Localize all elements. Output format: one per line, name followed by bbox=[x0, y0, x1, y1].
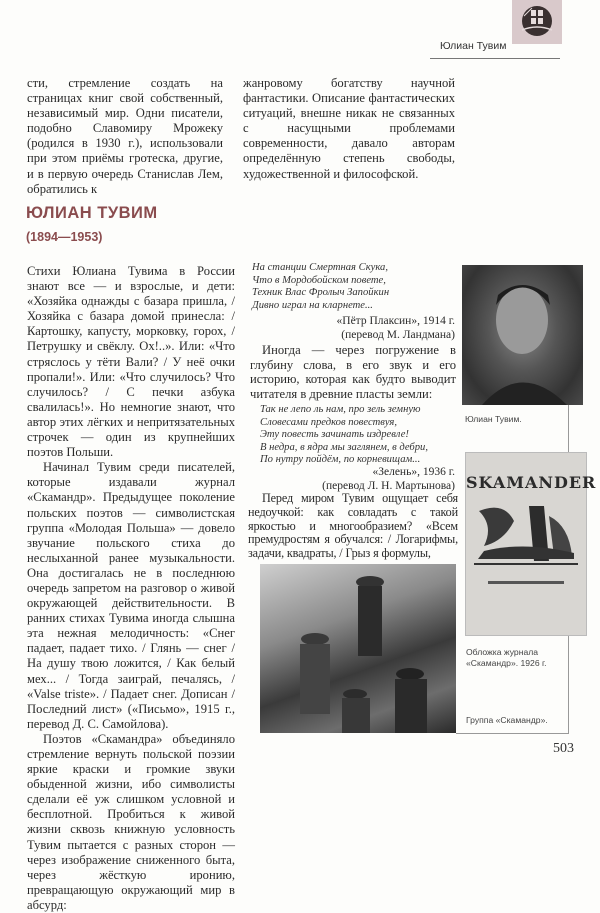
cover-caption: Обложка журнала «Скамандр». 1926 г. bbox=[466, 647, 547, 668]
continuation-right: жанровому богатству научной фантастики. Описание фантастических ситуаций, внешне никак не связанных с насущными проблемами современности, давало авторам определённую степень свободы, художественной и философской. bbox=[243, 76, 455, 181]
header-logo bbox=[512, 0, 562, 44]
attribution-line: «Пётр Плаксин», 1914 г. bbox=[336, 315, 455, 327]
attribution-line: (перевод Л. Н. Мартынова) bbox=[322, 479, 455, 492]
globe-emblem-icon bbox=[512, 0, 562, 44]
poem-line: По нутру пойдём, по корневищам... bbox=[260, 454, 421, 466]
page-number: 503 bbox=[553, 741, 574, 756]
cover-title: SKAMANDER bbox=[466, 473, 597, 492]
poem-attribution bbox=[250, 466, 455, 493]
poem-excerpt bbox=[260, 404, 456, 467]
group-photo bbox=[260, 564, 456, 733]
article-dates: (1894—1953) bbox=[26, 230, 103, 244]
poem-attribution bbox=[250, 315, 455, 342]
poem-line: Техник Влас Фролыч Запойкин bbox=[252, 287, 390, 299]
attribution-line: «Зелень», 1936 г. bbox=[372, 466, 455, 478]
poem-line: Эту повесть зачинать издревле! bbox=[260, 429, 409, 441]
group-caption: Группа «Скамандр». bbox=[466, 715, 548, 725]
poem-line: Словесами предков повествуя, bbox=[260, 416, 398, 428]
poem-line: Так не лепо ль нам, про зель земную bbox=[260, 404, 421, 415]
poem-line: На станции Смертная Скука, bbox=[252, 262, 388, 273]
article-title: ЮЛИАН ТУВИМ bbox=[26, 204, 158, 222]
paragraph: Перед миром Тувим ощущает себя недоучкой: как совладать с такой яркостью и многообразием? «Всем премудростям я обучался: / Логарифмы, задачи, квадраты, / Грыз я формулы, bbox=[248, 491, 458, 561]
portrait-caption: Юлиан Тувим. bbox=[465, 414, 522, 424]
poem-line: В недра, в ядра мы заглянем, в дебри, bbox=[260, 441, 429, 453]
continuation-left: сти, стремление создать на страницах книг свой собственный, независимый мир. Одни писатели, подобно Славомиру Мрожеку (родился в 1930 г.), использовали при этом приёмы гротеска, другие, и в первую очередь Станислав Лем, обратились к bbox=[27, 76, 223, 196]
paragraph: Иногда — через погружение в глубину слова, в его звук и его историю, которая как будто выводит читателя в древние пласты земли: bbox=[250, 343, 456, 401]
poem-excerpt bbox=[252, 262, 457, 312]
poem-line: Дивно играл на кларнете... bbox=[252, 299, 373, 311]
cover-subtitle-bar bbox=[488, 581, 564, 584]
paragraph: Стихи Юлиана Тувима в России знают все — и взрослые, и дети: «Хозяйка однажды с базара пришла, / Хозяйка с базара домой принесла: / Картошку, капусту, морковку, горох, / Петрушку и свёклу. Ох!..». Или: «Что стряслось у тёти Вали? / У неё очки пропали!». Или: «Что случилось? Что случилось? / С печки азбука свалилась!». Но немногие знают, что автор этих лёгких и непритязательных строчек — один из крупнейших поэтов Польши. bbox=[27, 264, 235, 460]
skamander-cover bbox=[465, 452, 597, 636]
paragraph: Поэтов «Скамандра» объединяло стремление вернуть польской поэзии яркие краски и громкие звуки обыденной жизни, ибо символисты сделали её уж слишком условной и бесплотной. Пробиться к живой жизни сквозь книжную условность Тувим пытается с разных сторон — через изображение сниженного быта, через жёсткую иронию, превращающую окружающий мир в абсурд: bbox=[27, 731, 235, 912]
left-column bbox=[27, 264, 235, 913]
cover-illustration-icon bbox=[474, 501, 578, 566]
portrait-photo bbox=[462, 265, 583, 405]
running-title: Юлиан Тувим bbox=[440, 40, 507, 52]
frame-bottom-rule bbox=[456, 733, 569, 734]
attribution-line: (перевод М. Ландмана) bbox=[341, 328, 455, 341]
header-rule bbox=[430, 58, 560, 59]
poem-line: Что в Мордобойском повете, bbox=[252, 274, 386, 286]
paragraph: Начинал Тувим среди писателей, которые издавали журнал «Скамандр». Предыдущее поколение польских поэтов — символистская группа «Молодая Польша» — довело звучание польского стиха до неслыханной ранее музыкальности. Она достигалась не в последнюю очередь запретом на разговор о живой окружающей действительности. В ранних стихах Тувима иногда слышна эта нежная мелодичность: «Снег падает, падает тихо. / Глянь — снег / На душу твою ложится, / Как белый мех... / Тогда заиграй, печалясь, / «Valse triste». / Падает снег. Дописан / Последний лист» («Письмо», 1915 г., перевод Д. С. Самойлова). bbox=[27, 460, 235, 731]
